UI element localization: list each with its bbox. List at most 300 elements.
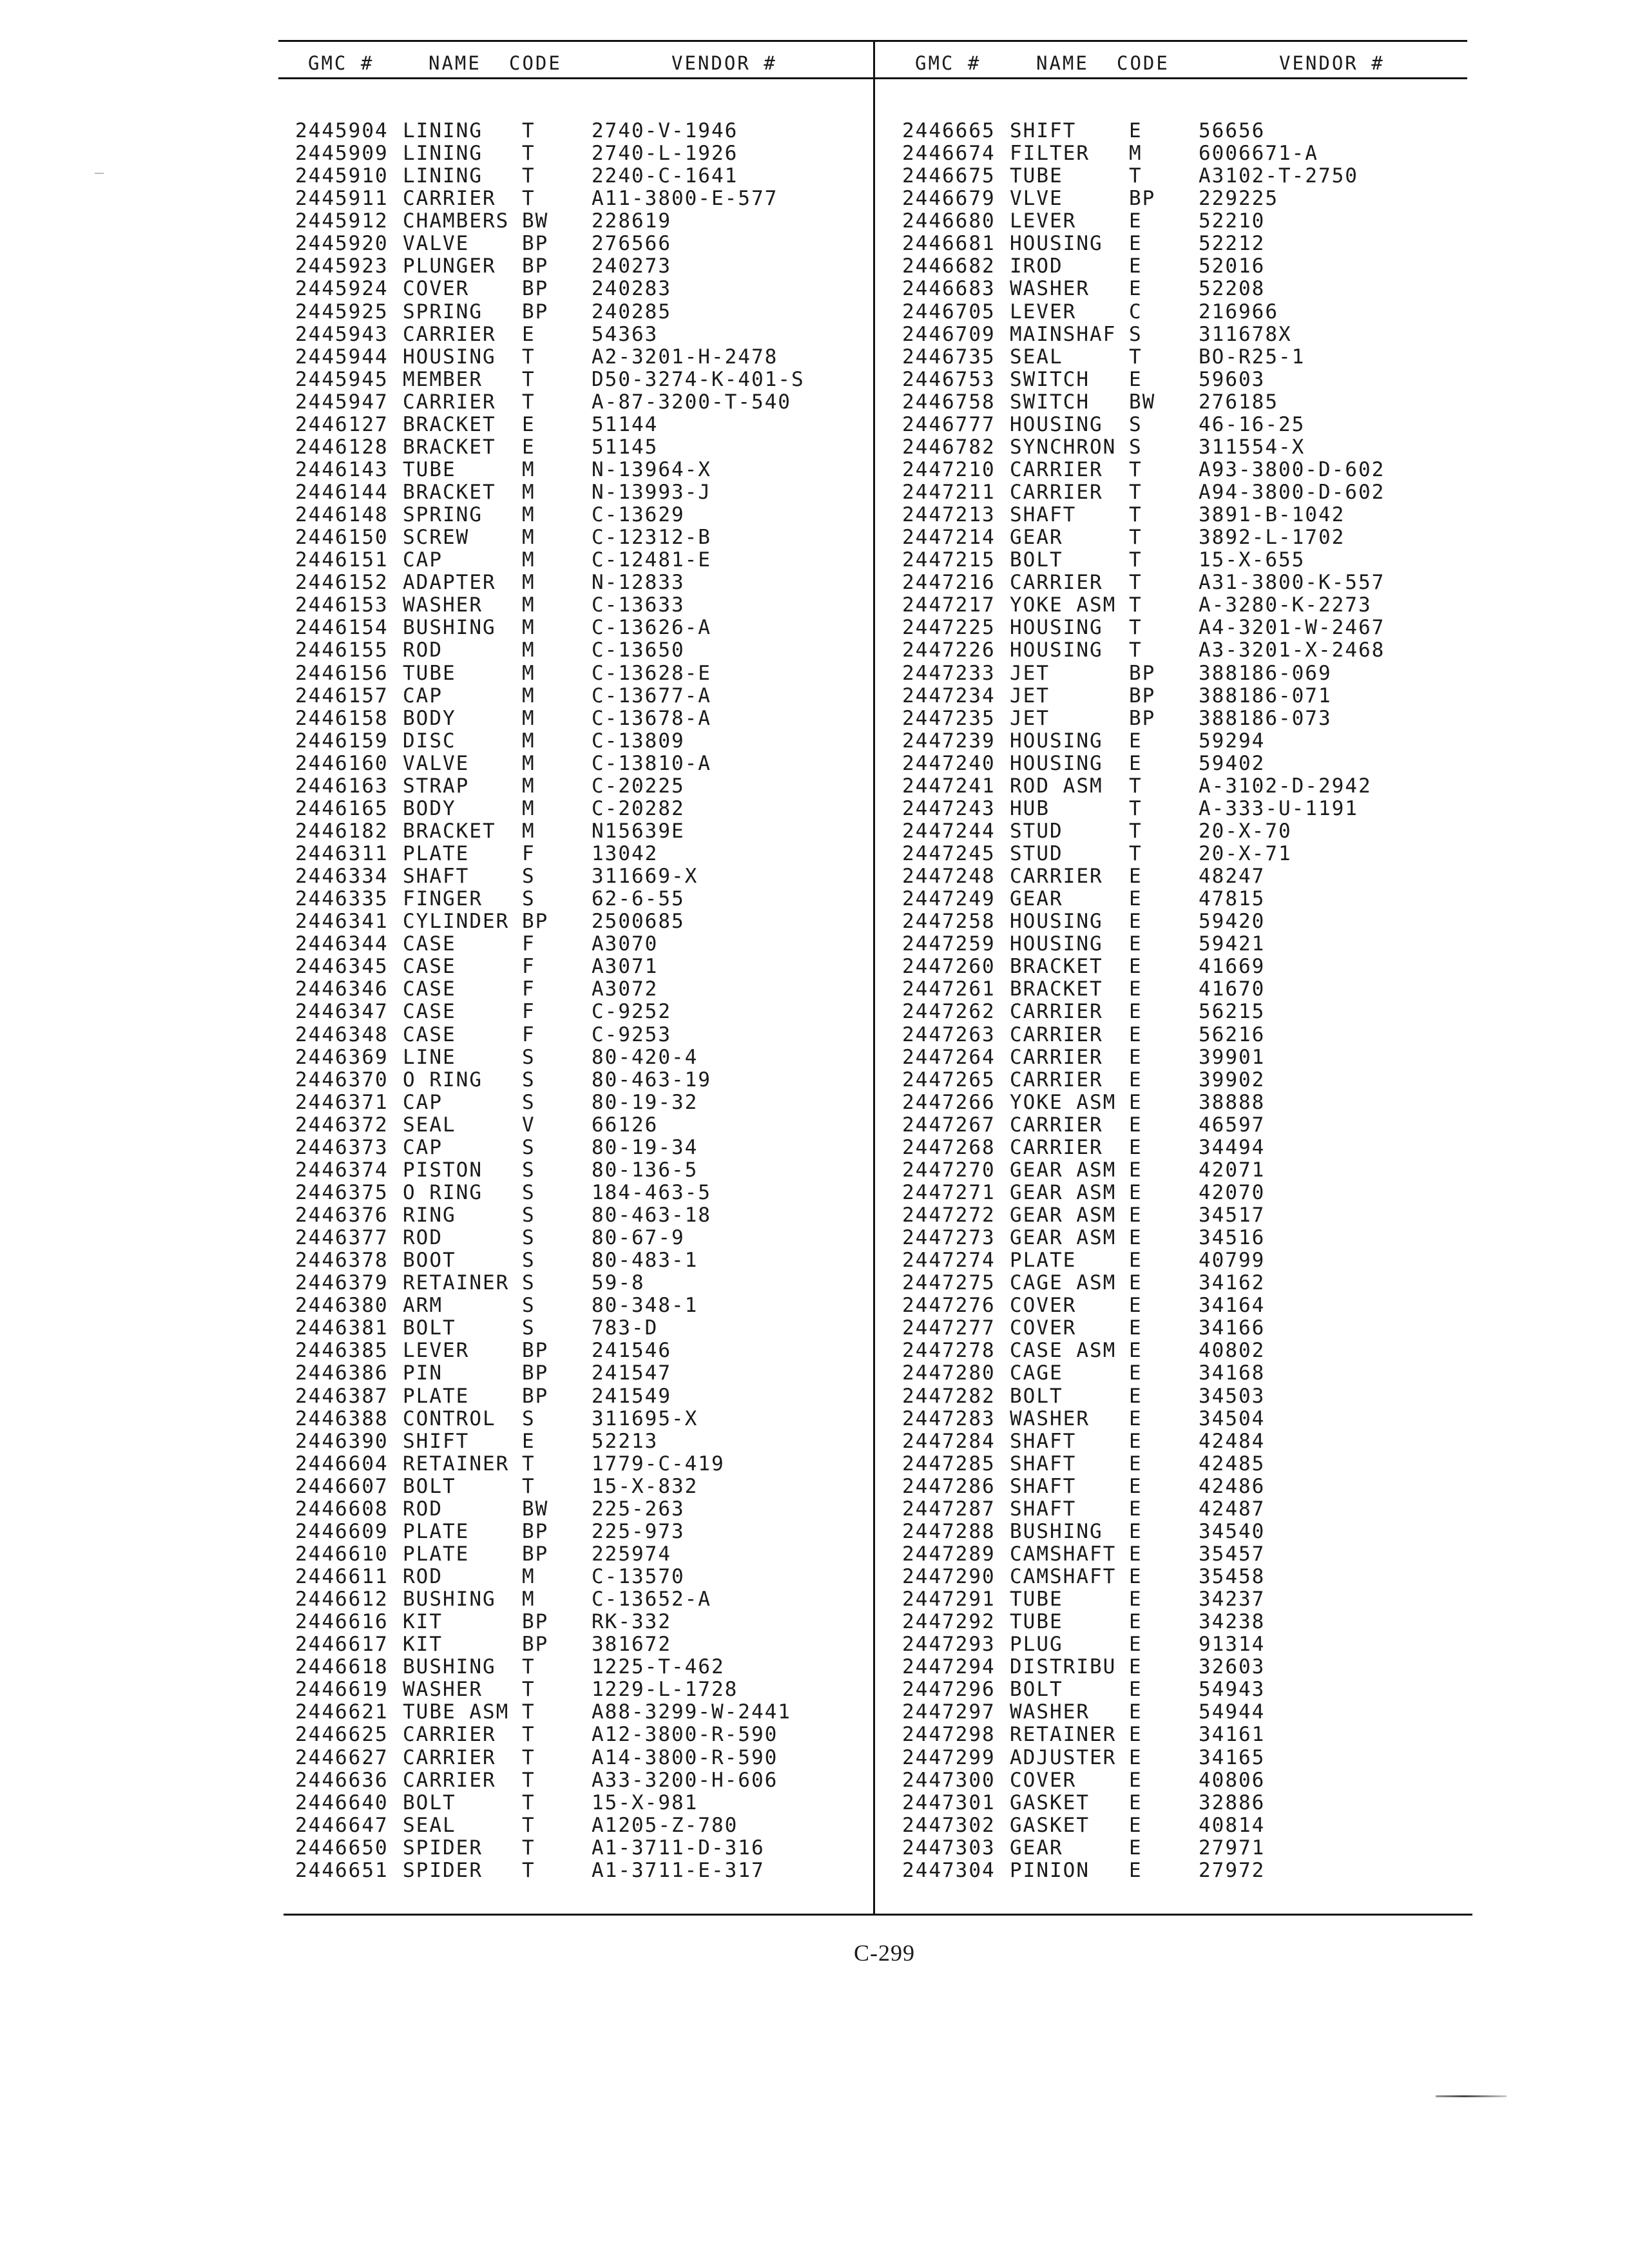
part-code: T [522,142,535,166]
part-name: VLVE [1010,187,1063,211]
part-name: BRACKET [403,435,496,459]
gmc-number: 2446777 [902,412,996,436]
part-name: CAP [403,1090,443,1114]
vendor-number: 2740-L-1926 [592,142,738,166]
part-code: E [1129,865,1142,889]
gmc-number: 2446335 [295,887,389,911]
part-name: LEVER [1010,300,1077,323]
part-code: M [522,774,535,798]
part-code: E [1129,1271,1142,1295]
vendor-number: 32886 [1199,1791,1266,1814]
vendor-number: 42486 [1199,1474,1266,1498]
part-name: CONTROL [403,1407,496,1430]
part-code: S [522,1180,535,1204]
part-name: CHAMBERS [403,209,510,233]
vendor-number: A12-3800-R-590 [592,1723,778,1747]
vendor-number: 66126 [592,1113,659,1137]
vendor-number: 240273 [592,255,671,278]
gmc-number: 2447298 [902,1723,996,1747]
vendor-number: 80-463-19 [592,1068,711,1091]
gmc-number: 2446705 [902,300,996,323]
header-gmc: GMC # [308,52,374,74]
gmc-number: 2447233 [902,661,996,685]
part-name: SPIDER [403,1858,483,1882]
vendor-number: 59294 [1199,729,1266,753]
part-code: E [1129,1068,1142,1091]
vendor-number: A1-3711-D-316 [592,1836,765,1860]
gmc-number: 2446370 [295,1068,389,1091]
part-name: BUSHING [1010,1519,1103,1543]
gmc-number: 2447213 [902,503,996,527]
vendor-number: N-12833 [592,571,685,595]
part-code: E [1129,1361,1142,1385]
part-name: GEAR ASM [1010,1226,1117,1250]
part-name: O RING [403,1068,483,1091]
part-name: GEAR [1010,526,1063,550]
part-name: PLATE [403,1384,470,1408]
gmc-number: 2446782 [902,435,996,459]
part-code: T [522,1858,535,1882]
part-name: CARRIER [403,1745,496,1769]
gmc-number: 2447299 [902,1745,996,1769]
part-name: SPIDER [403,1836,483,1860]
gmc-number: 2446341 [295,910,389,934]
gmc-number: 2446182 [295,819,389,843]
vendor-number: 15-X-981 [592,1791,699,1814]
vendor-number: 80-136-5 [592,1158,699,1182]
part-code: T [522,1745,535,1769]
part-name: DISTRIBU [1010,1655,1117,1679]
part-code: V [522,1113,535,1137]
part-code: BP [1129,706,1156,730]
part-code: M [522,639,535,662]
part-code: E [1129,1000,1142,1024]
part-name: WASHER [1010,277,1090,301]
gmc-number: 2446144 [295,481,389,504]
part-name: ROD [403,639,443,662]
part-code: E [1129,1655,1142,1679]
vendor-number: 51145 [592,435,659,459]
vendor-number: 42484 [1199,1429,1266,1453]
part-name: SPRING [403,300,483,323]
part-name: CARRIER [1010,1000,1103,1024]
vendor-number: A4-3201-W-2467 [1199,616,1385,640]
vendor-number: C-12481-E [592,548,711,572]
vendor-number: A1205-Z-780 [592,1813,738,1837]
part-name: CAP [403,548,443,572]
part-code: E [1129,1226,1142,1250]
gmc-number: 2447267 [902,1113,996,1137]
part-name: GEAR [1010,1836,1063,1860]
part-code: E [1129,1452,1142,1475]
vendor-number: 13042 [592,842,659,865]
part-name: SEAL [403,1113,456,1137]
gmc-number: 2446376 [295,1204,389,1227]
part-code: M [522,571,535,595]
gmc-number: 2447249 [902,887,996,911]
part-code: S [1129,435,1142,459]
gmc-number: 2447216 [902,571,996,595]
part-code: E [1129,1542,1142,1566]
part-code: T [1129,457,1142,481]
part-name: STRAP [403,774,470,798]
part-code: E [1129,1113,1142,1137]
vendor-number: 80-463-18 [592,1204,711,1227]
vendor-number: A11-3800-E-577 [592,187,778,211]
gmc-number: 2446369 [295,1045,389,1069]
gmc-number: 2446683 [902,277,996,301]
part-code: S [522,1204,535,1227]
gmc-number: 2445904 [295,119,389,142]
part-code: E [1129,1249,1142,1273]
vendor-number: A3072 [592,977,659,1001]
vendor-number: 34503 [1199,1384,1266,1408]
part-name: LINING [403,142,483,166]
part-name: PLATE [403,1519,470,1543]
part-code: M [522,457,535,481]
part-name: HOUSING [1010,729,1103,753]
part-code: E [1129,1813,1142,1837]
column-divider [873,40,875,1915]
vendor-number: A-3280-K-2273 [1199,593,1372,617]
gmc-number: 2447302 [902,1813,996,1837]
vendor-number: 34166 [1199,1316,1266,1340]
gmc-number: 2447274 [902,1249,996,1273]
vendor-number: 38888 [1199,1090,1266,1114]
part-code: E [1129,932,1142,956]
part-code: E [1129,1023,1142,1046]
part-code: T [522,1813,535,1837]
gmc-number: 2447235 [902,706,996,730]
part-name: SYNCHRON [1010,435,1117,459]
part-name: FILTER [1010,142,1090,166]
gmc-number: 2447286 [902,1474,996,1498]
part-name: SWITCH [1010,367,1090,391]
part-code: T [522,1836,535,1860]
vendor-number: 80-420-4 [592,1045,699,1069]
gmc-number: 2447273 [902,1226,996,1250]
part-name: CASE [403,1000,456,1024]
part-name: JET [1010,706,1050,730]
part-name: RETAINER [403,1452,510,1475]
part-code: T [1129,571,1142,595]
vendor-number: 388186-073 [1199,706,1332,730]
vendor-number: 40814 [1199,1813,1266,1837]
gmc-number: 2447283 [902,1407,996,1430]
part-code: T [522,367,535,391]
vendor-number: A14-3800-R-590 [592,1745,778,1769]
vendor-number: 80-19-32 [592,1090,699,1114]
vendor-number: 80-67-9 [592,1226,685,1250]
part-code: T [522,164,535,188]
part-code: M [522,819,535,843]
part-name: MEMBER [403,367,483,391]
part-code: E [1129,1316,1142,1340]
gmc-number: 2445943 [295,322,389,346]
vendor-number: A3070 [592,932,659,956]
part-code: E [1129,1180,1142,1204]
part-name: TUBE [403,457,456,481]
part-code: T [522,1474,535,1498]
vendor-number: 3891-B-1042 [1199,503,1345,527]
vendor-number: 184-463-5 [592,1180,711,1204]
part-name: FINGER [403,887,483,911]
part-name: COVER [1010,1768,1077,1792]
part-code: F [522,932,535,956]
part-code: T [522,1678,535,1702]
part-code: F [522,1023,535,1046]
gmc-number: 2447285 [902,1452,996,1475]
vendor-number: 34237 [1199,1588,1266,1611]
vendor-number: 48247 [1199,865,1266,889]
part-name: CAP [403,684,443,707]
part-name: HOUSING [1010,910,1103,934]
gmc-number: 2446311 [295,842,389,865]
gmc-number: 2446636 [295,1768,389,1792]
part-name: CASE [403,1023,456,1046]
part-code: E [1129,1384,1142,1408]
vendor-number: 59603 [1199,367,1266,391]
part-code: T [522,1700,535,1724]
part-code: S [522,1407,535,1430]
vendor-number: 42070 [1199,1180,1266,1204]
vendor-number: 56216 [1199,1023,1266,1046]
gmc-number: 2447289 [902,1542,996,1566]
part-name: PLATE [403,1542,470,1566]
vendor-number: 39902 [1199,1068,1266,1091]
part-name: CARRIER [1010,1135,1103,1159]
part-code: T [522,1768,535,1792]
part-name: DISC [403,729,456,753]
part-code: S [522,1316,535,1340]
part-code: F [522,1000,535,1024]
part-code: E [1129,887,1142,911]
gmc-number: 2446374 [295,1158,389,1182]
part-name: BRACKET [403,412,496,436]
part-name: SHAFT [403,865,470,889]
vendor-number: A3102-T-2750 [1199,164,1358,188]
part-code: BP [1129,684,1156,707]
part-code: E [1129,729,1142,753]
vendor-number: 276566 [592,232,671,256]
part-code: M [1129,142,1142,166]
part-code: BP [522,1339,549,1363]
vendor-number: 56215 [1199,1000,1266,1024]
gmc-number: 2446388 [295,1407,389,1430]
vendor-number: 80-19-34 [592,1135,699,1159]
gmc-number: 2446379 [295,1271,389,1295]
vendor-number: 1779-C-419 [592,1452,725,1475]
vendor-number: A-333-U-1191 [1199,796,1358,820]
part-code: S [522,1068,535,1091]
part-name: HOUSING [1010,412,1103,436]
vendor-number: 52210 [1199,209,1266,233]
part-name: WASHER [403,1678,483,1702]
vendor-number: 240283 [592,277,671,301]
vendor-number: A3-3201-X-2468 [1199,639,1385,662]
vendor-number: 59420 [1199,910,1266,934]
part-code: T [522,1723,535,1747]
part-name: ADAPTER [403,571,496,595]
part-name: CARRIER [403,187,496,211]
part-name: GASKET [1010,1791,1090,1814]
vendor-number: C-13570 [592,1565,685,1588]
gmc-number: 2445925 [295,300,389,323]
vendor-number: 241546 [592,1339,671,1363]
gmc-number: 2446619 [295,1678,389,1702]
vendor-number: C-13677-A [592,684,711,707]
vendor-number: A1-3711-E-317 [592,1858,765,1882]
part-code: M [522,751,535,775]
part-code: E [1129,1497,1142,1521]
gmc-number: 2447288 [902,1519,996,1543]
part-code: E [1129,1294,1142,1318]
vendor-number: C-12312-B [592,526,711,550]
gmc-number: 2447301 [902,1791,996,1814]
part-name: COVER [403,277,470,301]
part-code: BP [522,1519,549,1543]
part-code: E [1129,1723,1142,1747]
part-name: GASKET [1010,1813,1090,1837]
gmc-number: 2446381 [295,1316,389,1340]
gmc-number: 2447284 [902,1429,996,1453]
part-code: F [522,977,535,1001]
vendor-number: RK-332 [592,1610,671,1634]
part-name: BOLT [403,1316,456,1340]
vendor-number: 388186-071 [1199,684,1332,707]
part-code: M [522,593,535,617]
part-name: LINING [403,119,483,142]
gmc-number: 2447226 [902,639,996,662]
gmc-number: 2447210 [902,457,996,481]
vendor-number: A31-3800-K-557 [1199,571,1385,595]
vendor-number: C-20225 [592,774,685,798]
part-code: T [1129,796,1142,820]
part-name: VALVE [403,232,470,256]
part-name: YOKE ASM [1010,1090,1117,1114]
vendor-number: A88-3299-W-2441 [592,1700,791,1724]
vendor-number: 2740-V-1946 [592,119,738,142]
vendor-number: A33-3200-H-606 [592,1768,778,1792]
part-name: ARM [403,1294,443,1318]
vendor-number: 42485 [1199,1452,1266,1475]
gmc-number: 2446753 [902,367,996,391]
part-code: E [1129,1700,1142,1724]
vendor-number: N15639E [592,819,685,843]
part-name: SHAFT [1010,1429,1077,1453]
vendor-number: C-9253 [592,1023,671,1046]
vendor-number: 228619 [592,209,671,233]
gmc-number: 2446371 [295,1090,389,1114]
gmc-number: 2446610 [295,1542,389,1566]
gmc-number: 2446390 [295,1429,389,1453]
vendor-number: 6006671-A [1199,142,1318,166]
part-name: BODY [403,706,456,730]
part-code: M [522,661,535,685]
vendor-number: 46597 [1199,1113,1266,1137]
gmc-number: 2446385 [295,1339,389,1363]
gmc-number: 2447292 [902,1610,996,1634]
part-code: E [1129,255,1142,278]
part-name: ROD ASM [1010,774,1103,798]
part-code: BW [522,1497,549,1521]
gmc-number: 2446611 [295,1565,389,1588]
gmc-number: 2446618 [295,1655,389,1679]
part-code: S [522,1271,535,1295]
part-code: T [522,1655,535,1679]
part-name: MAINSHAF [1010,322,1117,346]
part-code: E [1129,1678,1142,1702]
gmc-number: 2446156 [295,661,389,685]
part-code: E [1129,1407,1142,1430]
part-name: GEAR [1010,887,1063,911]
part-name: BRACKET [403,819,496,843]
gmc-number: 2446627 [295,1745,389,1769]
gmc-number: 2446682 [902,255,996,278]
gmc-number: 2446604 [295,1452,389,1475]
header-vendor: VENDOR # [1279,52,1385,74]
vendor-number: N-13964-X [592,457,711,481]
part-name: CAMSHAFT [1010,1565,1117,1588]
gmc-number: 2447261 [902,977,996,1001]
gmc-number: 2446345 [295,955,389,979]
gmc-number: 2447272 [902,1204,996,1227]
vendor-number: 62-6-55 [592,887,685,911]
part-code: E [522,322,535,346]
part-name: CASE ASM [1010,1339,1117,1363]
vendor-number: C-13678-A [592,706,711,730]
gmc-number: 2447270 [902,1158,996,1182]
part-name: LEVER [1010,209,1077,233]
header-code: CODE [509,52,562,74]
vendor-number: 3892-L-1702 [1199,526,1345,550]
gmc-number: 2447214 [902,526,996,550]
gmc-number: 2447262 [902,1000,996,1024]
gmc-number: 2446647 [295,1813,389,1837]
gmc-number: 2446386 [295,1361,389,1385]
part-name: HUB [1010,796,1050,820]
part-code: S [522,1135,535,1159]
vendor-number: 80-348-1 [592,1294,699,1318]
gmc-number: 2446373 [295,1135,389,1159]
vendor-number: 40799 [1199,1249,1266,1273]
gmc-number: 2446347 [295,1000,389,1024]
gmc-number: 2446155 [295,639,389,662]
gmc-number: 2445947 [295,390,389,414]
vendor-number: 311678X [1199,322,1292,346]
part-name: LINE [403,1045,456,1069]
scan-artifact-dot [95,173,104,174]
part-code: M [522,503,535,527]
gmc-number: 2447293 [902,1633,996,1657]
part-code: E [1129,910,1142,934]
vendor-number: C-13650 [592,639,685,662]
part-name: CASE [403,977,456,1001]
part-code: S [522,1090,535,1114]
gmc-number: 2446735 [902,345,996,369]
gmc-number: 2446372 [295,1113,389,1137]
part-name: GEAR ASM [1010,1180,1117,1204]
gmc-number: 2446148 [295,503,389,527]
gmc-number: 2447258 [902,910,996,934]
vendor-number: 34168 [1199,1361,1266,1385]
part-code: T [1129,774,1142,798]
gmc-number: 2447276 [902,1294,996,1318]
gmc-number: 2447215 [902,548,996,572]
gmc-number: 2446709 [902,322,996,346]
vendor-number: 34494 [1199,1135,1266,1159]
part-name: LEVER [403,1339,470,1363]
